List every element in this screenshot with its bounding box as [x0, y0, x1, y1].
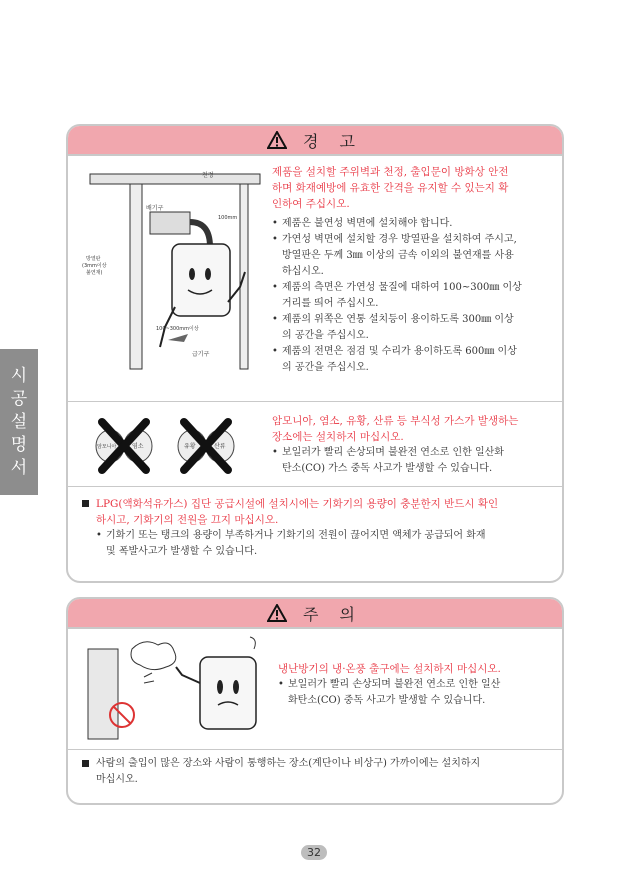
- caution-title: 주 의: [303, 604, 363, 624]
- caution-bullet: [278, 677, 552, 709]
- caution-note-line: 사람의 출입이 많은 장소와 사람이 통행하는 장소(계단이나 비상구) 가까이에는 설치하지: [96, 758, 481, 769]
- section-divider: [68, 401, 562, 402]
- bullet-line: 거리를 띄어 주십시오.: [282, 298, 379, 309]
- side-tab-char: 시: [10, 365, 28, 386]
- lpg-bullet-line: • 기화기 또는 탱크의 용량이 부족하거나 기화기의 전원이 끊어지면 액체가 공급되어 화재: [106, 530, 486, 541]
- side-tab-char: 명: [10, 434, 28, 455]
- warning-box: [66, 124, 564, 583]
- gas-label-ammonia: 암모니아: [97, 444, 117, 450]
- gas-warning-line: 암모니아, 염소, 유황, 산류 등 부식성 가스가 발생하는: [272, 415, 519, 427]
- caution-bullet-line: 화탄소(CO) 중독 사고가 발생할 수 있습니다.: [288, 695, 486, 706]
- gas-bullet-line: • 보일러가 빨리 손상되며 불완전 연소로 인한 일산화: [282, 447, 504, 458]
- lpg-bullet: [96, 528, 548, 560]
- bullet-item: [272, 216, 552, 232]
- caution-note: [82, 756, 548, 788]
- installation-diagram: [80, 162, 265, 372]
- caution-text: [278, 661, 552, 709]
- bullet-line: 하십시오.: [282, 266, 324, 277]
- side-tab-char: 서: [10, 457, 28, 478]
- air-conditioner-illustration: [82, 633, 267, 743]
- label-dim: 100mm: [218, 215, 238, 221]
- label-vent-note: 불연재): [86, 270, 103, 276]
- lpg-warning-line: 하시고, 기화기의 전원을 끄지 마십시오.: [96, 514, 279, 526]
- side-tab-char: 설: [10, 411, 28, 432]
- bullet-line: • 제품의 위쪽은 연통 설치등이 용이하도록 300㎜ 이상: [282, 314, 514, 325]
- bullet-item: [272, 312, 552, 344]
- bullet-item: [272, 232, 552, 280]
- side-tab-char: 공: [10, 388, 28, 409]
- gas-label-sulfur: 유황: [184, 443, 196, 450]
- bullet-line: 방열판은 두께 3㎜ 이상의 금속 이외의 불연재를 사용: [282, 250, 514, 261]
- caution-warning-line: 냉난방기의 냉·온풍 출구에는 설치하지 마십시오.: [278, 663, 501, 675]
- label-exhaust: 배기구: [146, 205, 164, 212]
- label-vent-note: (3mm이상: [82, 263, 107, 269]
- gas-bullet: [272, 445, 552, 477]
- corrosive-gas-icons: [82, 416, 252, 476]
- lpg-warning: [82, 496, 548, 528]
- label-bottom-gap: 100~300mm이상: [156, 326, 199, 332]
- gas-label-chlorine: 염소: [132, 443, 144, 450]
- caution-box: [66, 597, 564, 805]
- bullet-line: • 제품의 측면은 가연성 물질에 대하여 100~300㎜ 이상: [282, 282, 522, 293]
- warning-triangle-icon: [267, 131, 287, 149]
- caution-header: [68, 599, 562, 629]
- intro-line: 인하여 주십시오.: [272, 198, 350, 210]
- gas-bullet-line: 탄소(CO) 가스 중독 사고가 발생할 수 있습니다.: [282, 463, 493, 474]
- corrosive-gas-text: [272, 413, 552, 477]
- lpg-bullet-line: 및 폭발사고가 발생할 수 있습니다.: [106, 546, 258, 557]
- warning-header: [68, 126, 562, 156]
- caution-bullet-line: • 보일러가 빨리 손상되며 불완전 연소로 인한 일산: [288, 679, 501, 690]
- intro-line: 하며 화재예방에 유효한 간격을 유지할 수 있는지 확: [272, 182, 509, 194]
- label-ceiling: 천정: [202, 172, 214, 179]
- intro-line: 제품을 설치할 주위벽과 천정, 출입문이 방화상 안전: [272, 166, 509, 178]
- label-vent-note: 방열판: [86, 256, 101, 262]
- gas-warning-line: 장소에는 설치하지 마십시오.: [272, 431, 404, 443]
- section-divider: [68, 749, 562, 750]
- bullet-line: 의 공간을 주십시오.: [282, 362, 369, 373]
- bullet-line: 의 공간을 주십시오.: [282, 330, 369, 341]
- installation-instructions: [272, 164, 552, 376]
- label-intake: 급기구: [192, 351, 210, 358]
- section-side-tab: [0, 349, 38, 495]
- gas-label-acid: 산류: [214, 443, 226, 450]
- caution-note-item: [82, 756, 548, 788]
- caution-note-line: 마십시오.: [96, 774, 138, 785]
- bullet-line: • 가연성 벽면에 설치할 경우 방열판을 설치하여 주시고,: [282, 234, 517, 245]
- bullet-item: [272, 344, 552, 376]
- page-number: 32: [301, 845, 327, 860]
- warning-title: 경 고: [303, 131, 363, 151]
- lpg-warning-line: LPG(액화석유가스) 집단 공급시설에 설치시에는 기화기의 용량이 충분한지 반드시 확인: [96, 498, 499, 510]
- bullet-item: [272, 280, 552, 312]
- section-divider: [68, 486, 562, 487]
- bullet-line: • 제품의 전면은 점검 및 수리가 용이하도록 600㎜ 이상: [282, 346, 517, 357]
- bullet-line: • 제품은 불연성 벽면에 설치해야 합니다.: [282, 218, 453, 229]
- caution-triangle-icon: [267, 604, 287, 622]
- lpg-section: [82, 496, 548, 560]
